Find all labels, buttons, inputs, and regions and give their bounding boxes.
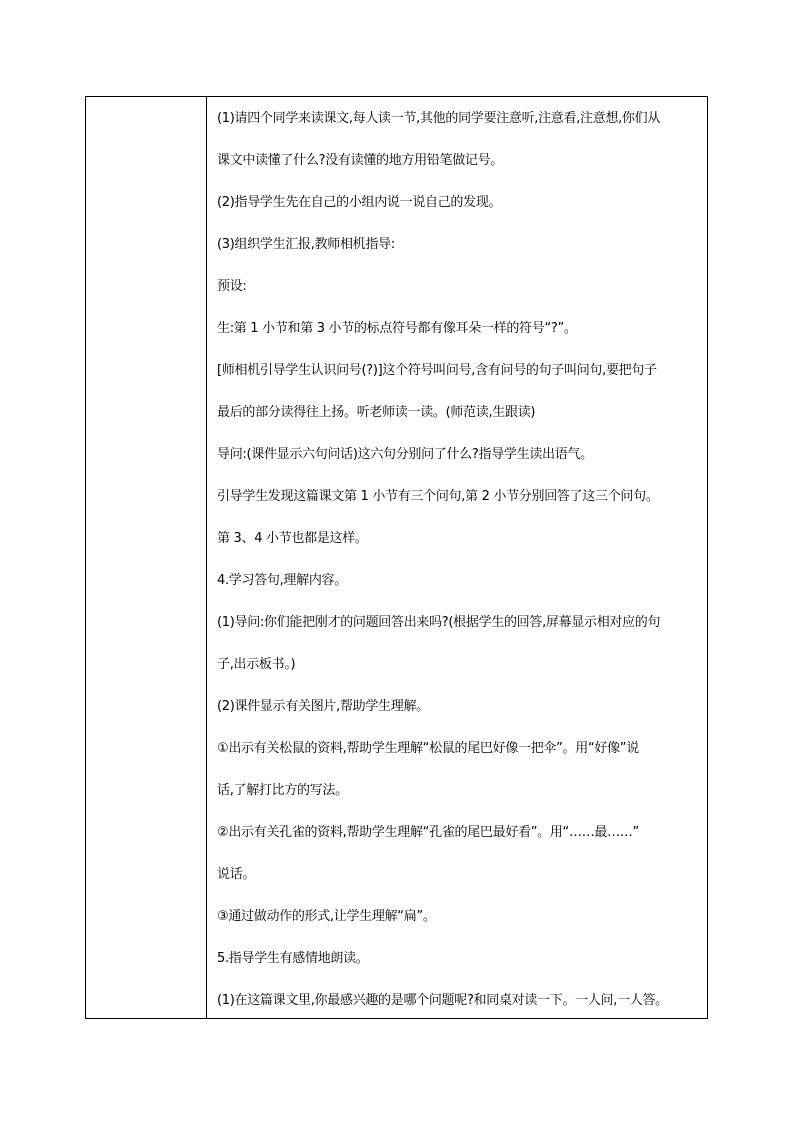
left-column-cell bbox=[86, 97, 207, 1018]
right-column-cell bbox=[208, 97, 707, 1018]
text-line: (1)请四个同学来读课文,每人读一节,其他的同学要注意听,注意看,注意想,你们从 bbox=[217, 111, 661, 126]
text-line: (3)组织学生汇报,教师相机指导: bbox=[217, 237, 395, 252]
lesson-plan-table bbox=[85, 96, 708, 1019]
text-line: 说话。 bbox=[217, 867, 256, 882]
lesson-text bbox=[217, 97, 707, 1018]
text-line: 引导学生发现这篇课文第 1 小节有三个问句,第 2 小节分别回答了这三个问句。 bbox=[217, 489, 659, 504]
text-line: 课文中读懂了什么?没有读懂的地方用铅笔做记号。 bbox=[217, 153, 504, 168]
text-line: ①出示有关松鼠的资料,帮助学生理解“松鼠的尾巴好像一把伞”。用“好像”说 bbox=[217, 741, 639, 756]
text-line: 最后的部分读得往上扬。听老师读一读。(师范读,生跟读) bbox=[217, 405, 536, 420]
text-line: 子,出示板书。) bbox=[217, 657, 296, 672]
text-line: 导问:(课件显示六句问话)这六句分别问了什么?指导学生读出语气。 bbox=[217, 447, 593, 462]
text-line: (1)导问:你们能把刚才的问题回答出来吗?(根据学生的回答,屏幕显示相对应的句 bbox=[217, 615, 661, 630]
text-line: ②出示有关孔雀的资料,帮助学生理解“孔雀的尾巴最好看”。用“……最……” bbox=[217, 825, 639, 840]
text-line: 预设: bbox=[217, 279, 247, 294]
text-line: 5.指导学生有感情地朗读。 bbox=[217, 951, 369, 966]
text-line: (2)课件显示有关图片,帮助学生理解。 bbox=[217, 699, 429, 714]
text-line: (1)在这篇课文里,你最感兴趣的是哪个问题呢?和同桌对读一下。一人问,一人答。 bbox=[217, 993, 668, 1008]
text-line: ③通过做动作的形式,让学生理解“扁”。 bbox=[217, 909, 436, 924]
text-line: (2)指导学生先在自己的小组内说一说自己的发现。 bbox=[217, 195, 502, 210]
text-line: 话,了解打比方的写法。 bbox=[217, 783, 348, 798]
text-line: 第 3、4 小节也都是这样。 bbox=[217, 531, 368, 546]
text-line: 4.学习答句,理解内容。 bbox=[217, 573, 347, 588]
text-line: 生:第 1 小节和第 3 小节的标点符号都有像耳朵一样的符号“?”。 bbox=[217, 321, 577, 336]
text-line: [师相机引导学生认识问号(?)]这个符号叫问号,含有问号的句子叫问句,要把句子 bbox=[217, 363, 657, 378]
